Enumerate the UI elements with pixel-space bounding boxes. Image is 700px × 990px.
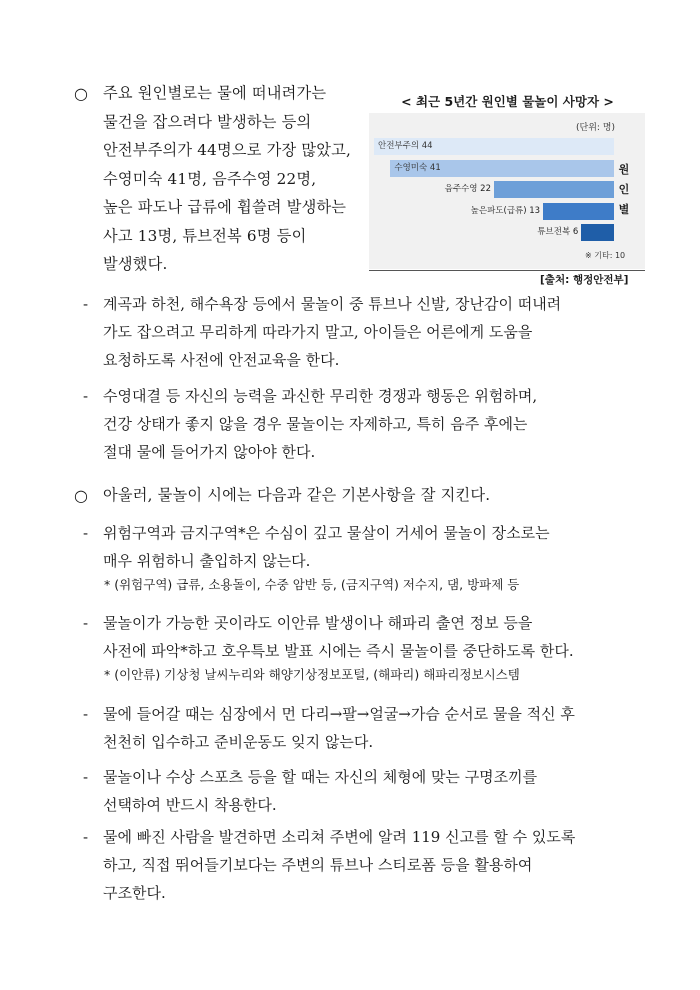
- chart-bar-label: 수영미숙 41: [394, 162, 441, 173]
- dash-marker: -: [83, 295, 89, 313]
- dash-marker: -: [83, 614, 89, 632]
- chart-bar-label: 안전부주의 44: [378, 141, 433, 151]
- chart-bar-label: 튜브전복 6: [537, 227, 579, 237]
- dash-marker: -: [83, 705, 89, 723]
- dash-text: 물에 들어갈 때는 심장에서 먼 다리→팔→얼굴→가슴 순서로 물을 적신 후 천천히 입수하고 준비운동도 잊지 않는다.: [103, 705, 575, 751]
- dash-text: 물놀이나 수상 스포츠 등을 할 때는 자신의 체형에 맞는 구명조끼를 선택하여 반드시 착용한다.: [103, 768, 538, 814]
- intro-line: 높은 파도나 급류에 휩쓸려 발생하는: [103, 198, 347, 216]
- intro-line: 주요 원인별로는 물에 떠내려가는: [103, 84, 327, 102]
- dash-marker: -: [83, 828, 89, 846]
- section2-heading: 아울러, 물놀이 시에는 다음과 같은 기본사항을 잘 지킨다.: [103, 486, 491, 504]
- chart-bar: [543, 203, 614, 220]
- footnote: * (이안류) 기상청 날씨누리와 해양기상정보포털, (해파리) 해파리정보시스템: [104, 667, 520, 682]
- chart-bar: [581, 224, 614, 241]
- chart-others-note: ※ 기타: 10: [585, 251, 626, 260]
- chart-title: < 최근 5년간 원인별 물놀이 사망자 >: [401, 94, 614, 109]
- chart-bar-label: 높은파도(급류) 13: [470, 205, 541, 216]
- chart-bar-label: 음주수영 22: [444, 184, 491, 194]
- dash-marker: -: [83, 768, 89, 786]
- chart-unit: (단위: 명): [576, 123, 615, 133]
- chart-bar: [494, 181, 614, 198]
- intro-line: 사고 13명, 튜브전복 6명 등이: [103, 226, 307, 245]
- dash-marker: -: [83, 524, 89, 542]
- footnote: * (위험구역) 급류, 소용돌이, 수중 암반 등, (금지구역) 저수지, 댐, 방파제 등: [104, 577, 520, 592]
- intro-paragraph: [103, 79, 365, 279]
- intro-line: 수영미숙 41명, 음주수영 22명,: [103, 169, 317, 188]
- dash-text: 물에 빠진 사람을 발견하면 소리쳐 주변에 알려 119 신고를 할 수 있도록 하고, 직접 뛰어들기보다는 주변의 튜브나 스티로폼 등을 활용하여 구조한다.: [103, 828, 576, 902]
- dash-text: 위험구역과 금지구역*은 수심이 깊고 물살이 거세어 물놀이 장소로는 매우 위험하니 출입하지 않는다.: [103, 524, 550, 570]
- dash-marker: -: [83, 387, 89, 405]
- dash-text: 수영대결 등 자신의 능력을 과신한 무리한 경쟁과 행동은 위험하며, 건강 상태가 좋지 않을 경우 물놀이는 자제하고, 특히 음주 후에는 절대 물에 들어가지 않아야 한다.: [103, 387, 538, 461]
- chart-bottom-rule: [369, 270, 645, 271]
- chart-source: [출처: 행정안전부]: [540, 274, 629, 286]
- section2-bullet: ○: [74, 486, 88, 505]
- intro-line: 발생했다.: [103, 255, 168, 273]
- intro-line: 물건을 잡으려다 발생하는 등의: [103, 112, 312, 131]
- intro-line: 안전부주의가 44명으로 가장 많았고,: [103, 141, 352, 159]
- dash-text: 물놀이가 가능한 곳이라도 이안류 발생이나 해파리 출연 정보 등을 사전에 파악*하고 호우특보 발표 시에는 즉시 물놀이를 중단하도록 한다.: [103, 614, 574, 660]
- chart-side-label: 원 인 별: [618, 163, 630, 216]
- dash-text: 계곡과 하천, 해수욕장 등에서 물놀이 중 튜브나 신발, 장난감이 떠내려 가도 잡으려고 무리하게 따라가지 말고, 아이들은 어른에게 도움을 요청하도록 사전에 안전교육을 한다.: [103, 295, 562, 369]
- intro-bullet: ○: [74, 84, 88, 103]
